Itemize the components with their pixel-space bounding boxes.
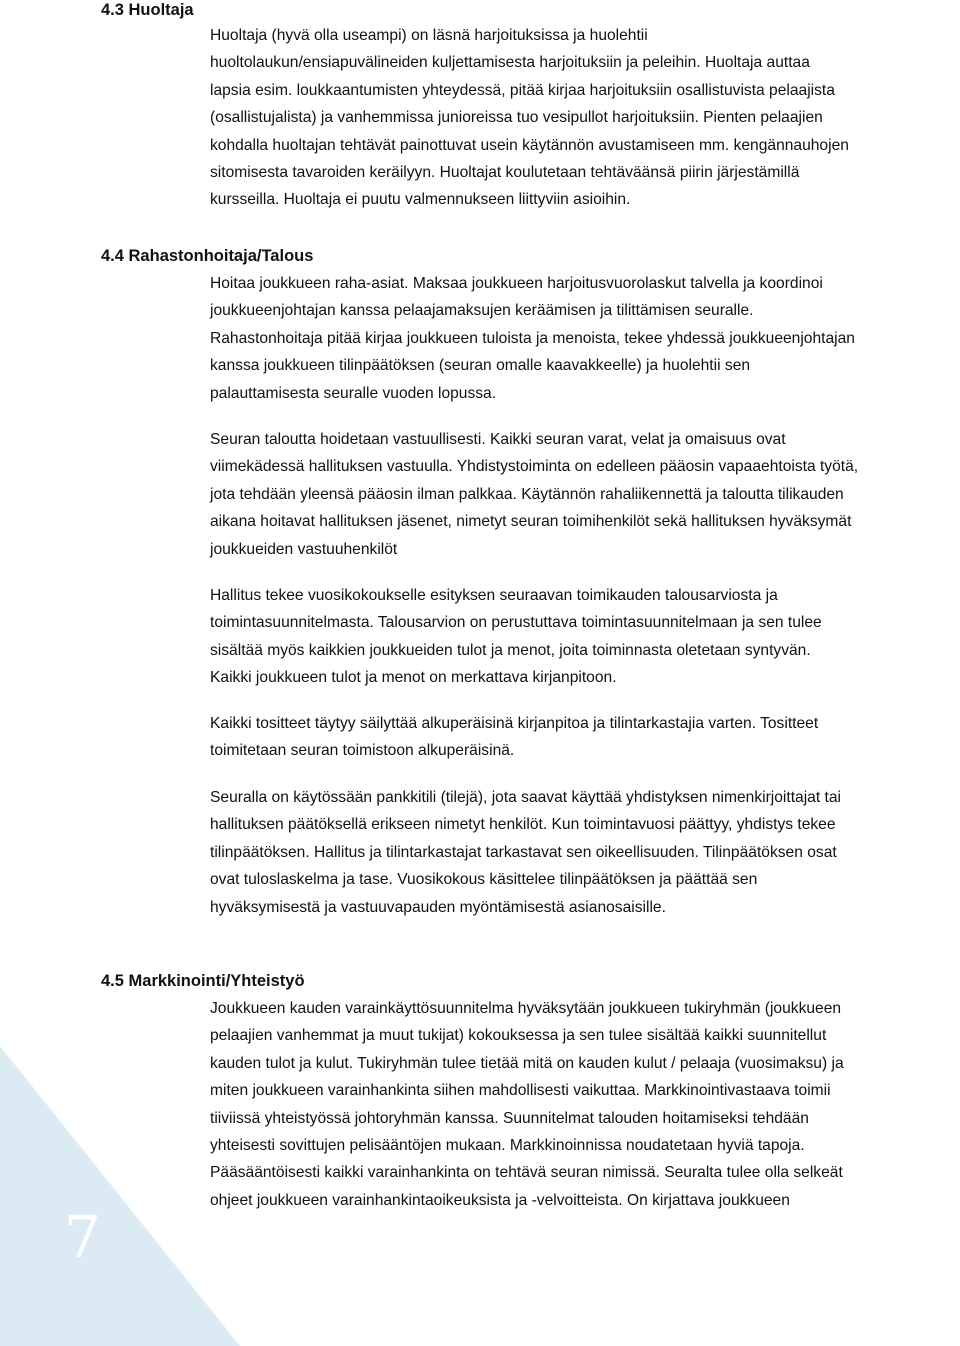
text-line: kohdalla huoltajan tehtävät painottuvat usein käytännön avustamiseen mm. kengännauhojen [210,136,849,154]
section-heading-huoltaja: 4.3 Huoltaja [101,1,194,19]
text-line: jota tehdään yleensä pääosin ilman palkkaa. Käytännön rahaliikennettä ja taloutta tilikauden [210,485,844,503]
text-line: yhteisesti sovittujen pelisääntöjen mukaan. Markkinoinnissa noudatetaan hyviä tapoja. [210,1137,805,1155]
text-line: Huoltaja (hyvä olla useampi) on läsnä harjoituksissa ja huolehtii [210,27,648,44]
text-line: Joukkueen kauden varainkäyttösuunnitelma hyväksytään joukkueen tukiryhmän (joukkueen [210,1000,842,1017]
text-line: Seuran taloutta hoidetaan vastuullisesti. Kaikki seuran varat, velat ja omaisuus ovat [210,431,786,448]
text-line: toimitetaan seuran toimistoon alkuperäisinä. [210,742,515,760]
paragraph-rahastonhoitaja [210,270,960,407]
text-line: Pääsääntöisesti kaikki varainhankinta on tehtävä seuran nimissä. Seuralta tulee olla selkeät [210,1164,843,1182]
paragraph-talousarvio [210,582,960,692]
text-line: miten joukkueen varainhankinta siihen mahdollisesti vaikuttaa. Markkinointivastaava toimii [210,1082,831,1100]
paragraph-huoltaja [210,22,960,214]
text-line: hallituksen päätöksellä erikseen nimetyt henkilöt. Kun toimintavuosi päättyy, yhdistys tekee [210,816,836,834]
text-line: viimekädessä hallituksen vastuulla. Yhdistystoiminta on edelleen pääosin vapaaehtoista työtä, [210,458,859,476]
text-line: kursseilla. Huoltaja ei puutu valmennukseen liittyviin asioihin. [210,191,631,209]
text-line: joukkueenjohtajan kanssa pelaajamaksujen keräämisen ja tilittämisen seuralle. [210,302,754,320]
text-line: huoltolaukun/ensiapuvälineiden kuljettamisesta harjoituksiin ja peleihin. Huoltaja auttaa [210,54,810,72]
text-line: ohjeet joukkueen varainhankintaoikeuksista ja -velvoitteista. On kirjattava joukkueen [210,1191,790,1209]
paragraph-pankkitili [210,784,960,921]
page-number: 7 [64,1203,101,1271]
paragraph-tositteet [210,710,960,765]
text-line: hyväksymisestä ja vastuuvapauden myöntämisestä asianosaisille. [210,898,666,916]
section-heading-rahastonhoitaja: 4.4 Rahastonhoitaja/Talous [101,247,314,265]
text-line: palauttamisesta seuralle vuoden lopussa. [210,384,497,402]
text-line: tiiviissä yhteistyössä johtoryhmän kanssa. Suunnitelmat talouden hoitamiseksi tehdään [210,1109,809,1127]
text-line: ovat tuloslaskelma ja tase. Vuosikokous käsittelee tilinpäätöksen ja päättää sen [210,871,758,889]
text-line: lapsia esim. loukkaantumisten yhteydessä, pitää kirjaa harjoituksiin osallistuvista pelaajista [210,81,835,99]
text-line: joukkueiden vastuuhenkilöt [210,540,398,558]
text-line: Hoitaa joukkueen raha-asiat. Maksaa joukkueen harjoitusvuorolaskut talvella ja koordinoi [210,275,823,292]
text-line: sitomisesta tavaroiden keräilyyn. Huoltajat koulutetaan tehtäväänsä piirin järjestämillä [210,164,800,182]
paragraph-markkinointi [210,995,960,1214]
text-line: Hallitus tekee vuosikokoukselle esityksen seuraavan toimikauden talousarviosta ja [210,587,778,604]
text-line: (osallistujalista) ja vanhemmissa junioreissa tuo vesipullot harjoituksiin. Pienten pelaajien [210,109,823,127]
text-line: Kaikki joukkueen tulot ja menot on merkattava kirjanpitoon. [210,669,617,687]
section-heading-markkinointi: 4.5 Markkinointi/Yhteistyö [101,972,305,990]
text-line: kanssa joukkueen tilinpäätöksen (seuran omalle kaavakkeelle) ja huolehtii sen [210,357,751,375]
text-line: Seuralla on käytössään pankkitili (tilejä), jota saavat käyttää yhdistyksen nimenkirjoittajat tai [210,789,841,806]
text-line: aikana hoitavat hallituksen jäsenet, nimetyt seuran toimihenkilöt sekä hallituksen hyväksymät [210,513,852,531]
paragraph-talous-vastuu [210,426,960,563]
text-line: tilinpäätöksen. Hallitus ja tilintarkastajat tarkastavat sen oikeellisuuden. Tilinpäätöksen osat [210,843,837,861]
text-line: kauden tulot ja kulut. Tukiryhmän tulee tietää mitä on kauden kulut / pelaaja (vuosimaksu) ja [210,1054,844,1072]
text-line: pelaajien vanhemmat ja muut tukijat) kokouksessa ja sen tulee sisältää kaikki suunnitellut [210,1027,827,1045]
text-line: Kaikki tositteet täytyy säilyttää alkuperäisinä kirjanpitoa ja tilintarkastajia varten. Tositteet [210,715,819,732]
text-line: sisältää myös kaikkien joukkueiden tulot ja menot, joita toiminnasta oletetaan syntyvän. [210,641,811,659]
corner-decoration [0,1046,240,1346]
text-line: Rahastonhoitaja pitää kirjaa joukkueen tuloista ja menoista, tekee yhdessä joukkueenjohtajan [210,329,855,347]
text-line: toimintasuunnitelmasta. Talousarvion on perustuttava toimintasuunnitelmaan ja sen tulee [210,614,822,632]
